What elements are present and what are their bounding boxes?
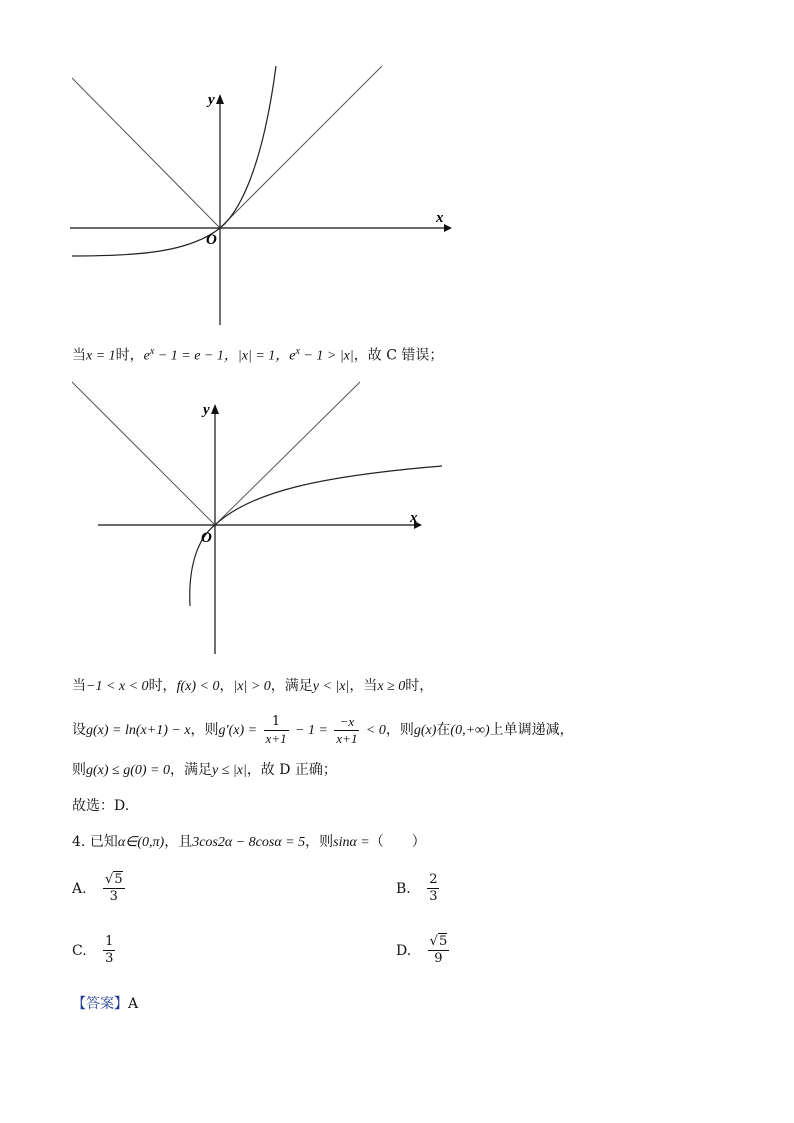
option-label: C. [72, 942, 87, 959]
abs-x-right-line [215, 382, 360, 525]
math: −1 < x < 0 [86, 679, 149, 694]
x-axis-arrow [444, 224, 452, 232]
math: y < |x| [312, 679, 350, 694]
y-axis-label: y [208, 92, 215, 108]
text: ，故 C 错误； [353, 347, 444, 364]
text: 在 [436, 722, 451, 738]
numerator: 2 [429, 872, 438, 887]
text: 已知 [89, 834, 118, 850]
answer-value: A [128, 996, 139, 1012]
text-line-2 [72, 676, 433, 697]
text: 则 [72, 762, 86, 778]
fraction-1 [264, 714, 289, 747]
option-a-fraction: $\frac{√5}{3}$ [105, 872, 123, 904]
option-b [396, 872, 441, 905]
numerator-root: 5 [438, 934, 448, 949]
text: 当 [72, 678, 86, 694]
math: g(x) ≤ g(0) = 0 [86, 763, 170, 778]
abs-x-left-line [72, 382, 215, 525]
text: （ ） [369, 834, 426, 850]
abs-x-left-line [72, 78, 220, 228]
math: α∈(0,π) [117, 835, 165, 850]
question-number: 4. [72, 834, 86, 850]
math: f(x) < 0 [176, 679, 220, 694]
math: < 0 [365, 723, 386, 738]
text: 设 [72, 722, 86, 738]
option-c-fraction [103, 934, 115, 967]
option-d [396, 934, 451, 967]
origin-label: O [201, 530, 212, 546]
x-axis-label: x [436, 210, 444, 226]
text: ，满足 [170, 762, 212, 778]
graph-exponential [60, 60, 460, 330]
answer-line [72, 994, 138, 1014]
x-axis-label: x [410, 510, 418, 526]
math: − 1 > |x| [299, 348, 354, 364]
math: (0,+∞) [450, 723, 490, 738]
denominator: 3 [429, 889, 438, 904]
y-axis-arrow [211, 404, 219, 414]
denominator: 3 [109, 889, 118, 904]
option-a [72, 872, 127, 905]
text: ，则 [190, 722, 219, 738]
text: 时， [405, 678, 434, 694]
text-line-5 [72, 796, 129, 816]
numerator: 1 [105, 934, 114, 949]
option-label: D. [396, 942, 412, 959]
option-b-fraction [427, 872, 439, 905]
math: e [289, 348, 296, 364]
abs-x-right-line [220, 66, 382, 228]
math: x = 1 [86, 348, 116, 364]
numerator: −x [334, 714, 359, 731]
text: ，故 D 正确； [246, 762, 337, 778]
math: − 1 = e − 1， [154, 348, 238, 364]
math: sinα = [333, 835, 370, 850]
text: 故选：D. [72, 798, 130, 814]
text-line-3 [72, 710, 574, 751]
math: |x| > 0 [233, 679, 271, 694]
text: 时， [148, 678, 177, 694]
math: 3cos2α − 8cosα = 5 [192, 835, 306, 850]
denominator: 3 [105, 951, 114, 966]
math: x ≥ 0 [377, 679, 406, 694]
math: g(x) = ln(x+1) − x [86, 723, 191, 738]
fraction-2 [334, 714, 359, 747]
math: g′(x) = [218, 723, 258, 738]
numerator-root: 5 [114, 872, 123, 887]
text: ，当 [349, 678, 378, 694]
math: |x| = 1， [237, 348, 290, 364]
text: ，且 [164, 834, 193, 850]
answer-tag: 【答案】 [72, 996, 128, 1012]
math-sup: x [149, 346, 155, 357]
text-line-4 [72, 760, 337, 781]
denominator: x+1 [336, 730, 358, 746]
text: 上单调递减， [489, 722, 574, 738]
numerator: 1 [264, 714, 289, 731]
option-label: A. [72, 880, 87, 897]
text: 当 [72, 347, 86, 364]
text: ， [219, 678, 234, 694]
text: ，满足 [270, 678, 313, 694]
text: ，则 [305, 834, 334, 850]
text: 时， [115, 347, 144, 364]
denominator: 9 [434, 951, 443, 966]
option-label: B. [396, 880, 411, 897]
y-axis-arrow [216, 94, 224, 104]
question-4 [72, 832, 426, 853]
graph-logarithm [60, 376, 460, 661]
math: e [143, 348, 150, 364]
y-axis-label: y [203, 402, 210, 418]
math-sup: x [295, 346, 300, 357]
text-line-1 [72, 342, 443, 367]
log-curve [190, 466, 442, 606]
math: − 1 = [295, 723, 328, 738]
denominator: x+1 [265, 730, 287, 746]
option-d-fraction: $\frac{√5}{9}$ [429, 934, 448, 966]
origin-label: O [206, 232, 217, 248]
text: ，则 [385, 722, 414, 738]
math: g(x) [413, 723, 437, 738]
math: y ≤ |x| [212, 763, 247, 778]
option-c [72, 934, 117, 967]
